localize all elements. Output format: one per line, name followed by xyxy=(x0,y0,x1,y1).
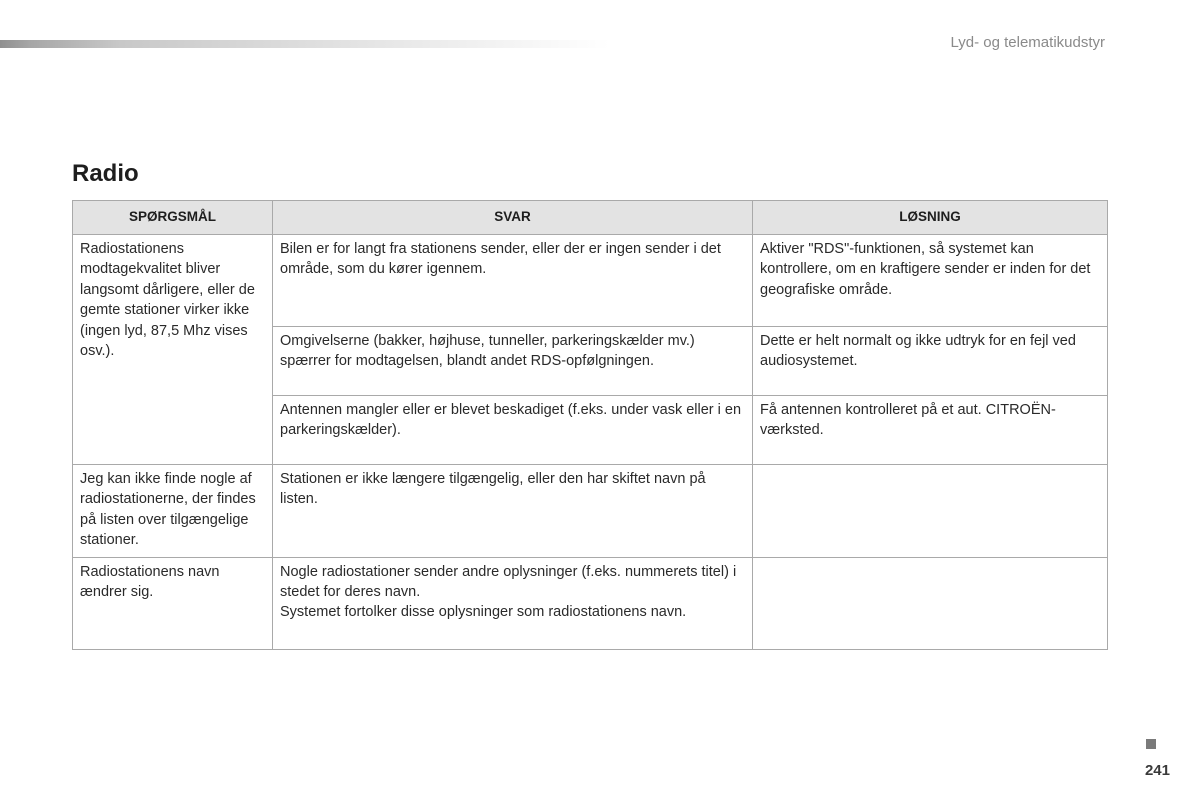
answer-cell xyxy=(273,557,753,649)
table-row xyxy=(73,235,1108,327)
column-header-question: SPØRGSMÅL xyxy=(73,201,273,235)
answer-cell: Bilen er for langt fra stationens sender, eller der er ingen sender i det område, som du kører igennem. xyxy=(273,235,753,327)
solution-cell: Få antennen kontrolleret på et aut. CITROËN-værksted. xyxy=(753,396,1108,465)
troubleshooting-table xyxy=(72,200,1108,650)
solution-cell: Dette er helt normalt og ikke udtryk for en fejl ved audiosystemet. xyxy=(753,327,1108,396)
column-header-solution: LØSNING xyxy=(753,201,1108,235)
section-title: Lyd- og telematikudstyr xyxy=(950,34,1105,51)
question-cell: Radiostationens navn ændrer sig. xyxy=(73,557,273,649)
page-number: 241 xyxy=(1144,762,1170,779)
answer-cell: Omgivelserne (bakker, højhuse, tunneller, parkeringskælder mv.) spærrer for modtagelsen, blandt andet RDS-opfølgningen. xyxy=(273,327,753,396)
table-header-row xyxy=(73,201,1108,235)
solution-cell xyxy=(753,465,1108,558)
column-header-answer: SVAR xyxy=(273,201,753,235)
question-cell: Radiostationens modtagekvalitet bliver langsomt dårligere, eller de gemte stationer virker ikke (ingen lyd, 87,5 Mhz vises osv.). xyxy=(73,235,273,465)
answer-line: Nogle radiostationer sender andre oplysninger (f.eks. nummerets titel) i stedet for deres navn. xyxy=(280,563,737,601)
answer-cell: Antennen mangler eller er blevet beskadiget (f.eks. under vask eller i en parkeringskælder). xyxy=(273,396,753,465)
answer-cell: Stationen er ikke længere tilgængelig, eller den har skiftet navn på listen. xyxy=(273,465,753,558)
header-decorative-bar xyxy=(0,40,610,48)
answer-line: Systemet fortolker disse oplysninger som radiostationens navn. xyxy=(280,604,687,621)
solution-cell: Aktiver "RDS"-funktionen, så systemet kan kontrollere, om en kraftigere sender er inden for det geografiske område. xyxy=(753,235,1108,327)
table-row xyxy=(73,465,1108,558)
question-cell: Jeg kan ikke finde nogle af radiostationerne, der findes på listen over tilgængelige stationer. xyxy=(73,465,273,558)
table-row xyxy=(73,557,1108,649)
solution-cell xyxy=(753,557,1108,649)
footer-square-marker xyxy=(1146,739,1156,749)
page-heading: Radio xyxy=(72,160,139,187)
